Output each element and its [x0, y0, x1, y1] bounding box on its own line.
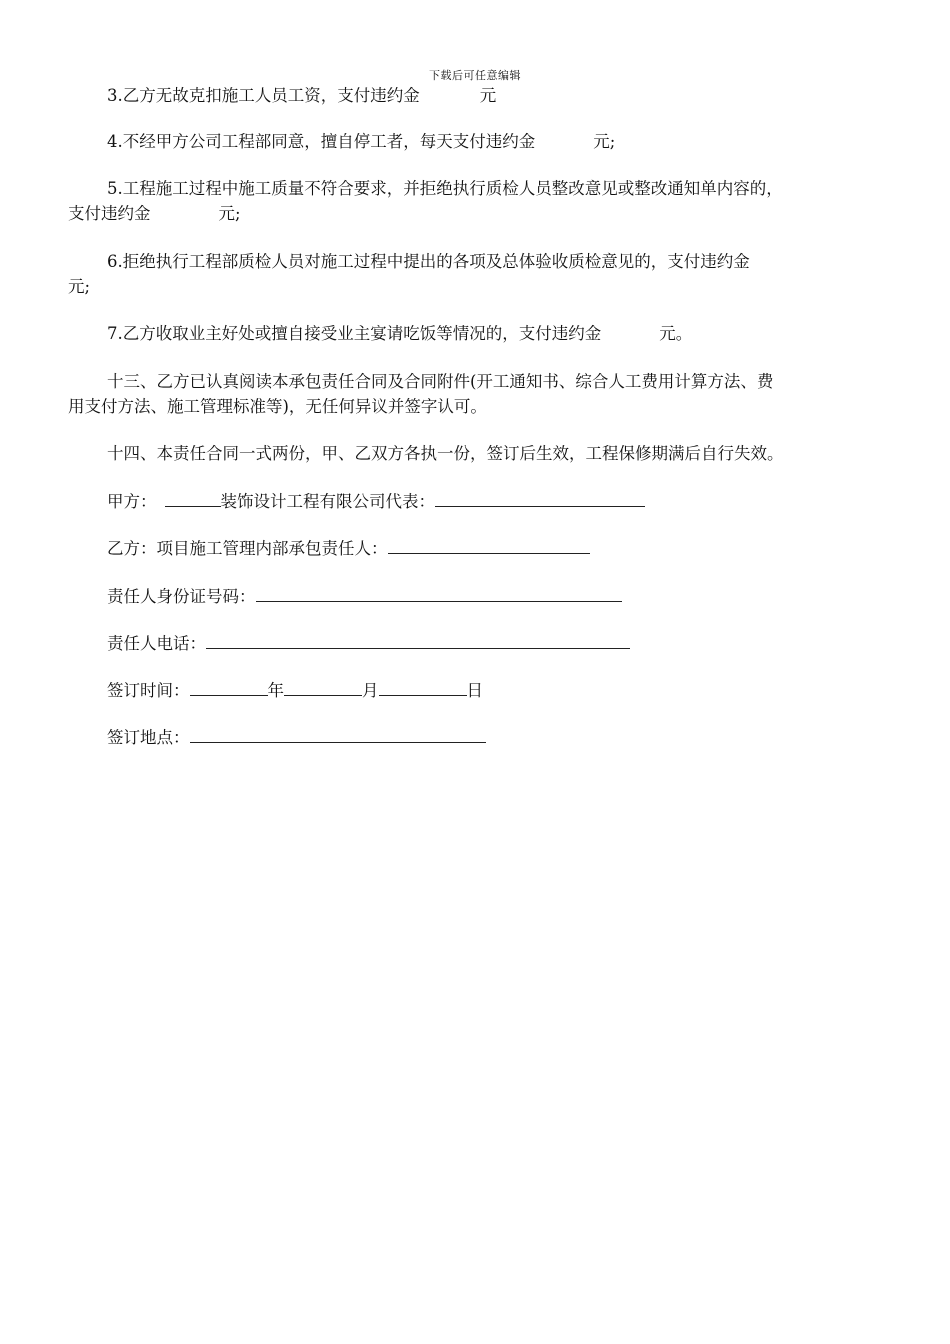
- clause-5-unit: 元;: [218, 204, 241, 223]
- clause-4-unit: 元;: [593, 132, 616, 151]
- clause-3-unit: 元: [479, 86, 497, 105]
- id-blank[interactable]: [256, 585, 622, 602]
- clause-3-text: 3.乙方无故克扣施工人员工资，支付违约金: [107, 86, 420, 105]
- date-row: [107, 679, 483, 702]
- section-13-line-2: 用支付方法、施工管理标准等)，无任何异议并签字认可。: [68, 397, 487, 416]
- section-13-line-1: 十三、乙方已认真阅读本承包责任合同及合同附件(开工通知书、综合人工费用计算方法、费: [107, 372, 774, 391]
- year-blank[interactable]: [190, 679, 268, 696]
- phone-blank[interactable]: [206, 632, 630, 649]
- clause-5-line-1: 5.工程施工过程中施工质量不符合要求，并拒绝执行质检人员整改意见或整改通知单内容的，: [107, 179, 783, 198]
- day-blank[interactable]: [379, 679, 467, 696]
- clause-4: [107, 130, 615, 153]
- clause-6-line-2: 元;: [68, 277, 91, 296]
- month-blank[interactable]: [284, 679, 362, 696]
- month-label: 月: [362, 681, 379, 700]
- clause-6-line-1: 6.拒绝执行工程部质检人员对施工过程中提出的各项及总体验收质检意见的，支付违约金: [107, 252, 750, 271]
- clause-7: [107, 322, 692, 345]
- clause-7-unit: 元。: [659, 324, 693, 343]
- section-14: 十四、本责任合同一式两份，甲、乙双方各执一份，签订后生效，工程保修期满后自行失效。: [107, 444, 784, 463]
- party-a-company: 装饰设计工程有限公司代表：: [220, 492, 435, 511]
- id-row: [107, 585, 622, 608]
- clause-5-text: 支付违约金: [68, 204, 151, 223]
- party-a-name-blank[interactable]: [165, 490, 221, 507]
- place-label: 签订地点：: [107, 728, 190, 747]
- phone-row: [107, 632, 630, 655]
- year-label: 年: [267, 681, 284, 700]
- place-row: [107, 726, 486, 749]
- clause-4-text: 4.不经甲方公司工程部同意，擅自停工者，每天支付违约金: [107, 132, 536, 151]
- party-a-row: [107, 490, 645, 513]
- party-b-label: 乙方：项目施工管理内部承包责任人：: [107, 539, 388, 558]
- party-b-row: [107, 537, 590, 560]
- clause-3: [107, 84, 496, 107]
- date-label: 签订时间：: [107, 681, 190, 700]
- party-a-rep-blank[interactable]: [435, 490, 645, 507]
- place-blank[interactable]: [190, 726, 486, 743]
- phone-label: 责任人电话：: [107, 634, 206, 653]
- clause-7-text: 7.乙方收取业主好处或擅自接受业主宴请吃饭等情况的，支付违约金: [107, 324, 602, 343]
- id-label: 责任人身份证号码：: [107, 587, 256, 606]
- day-label: 日: [466, 681, 483, 700]
- party-b-blank[interactable]: [388, 537, 590, 554]
- page-header: 下载后可任意编辑: [429, 69, 521, 82]
- party-a-label: 甲方：: [107, 492, 157, 511]
- clause-5-line-2: [68, 202, 241, 225]
